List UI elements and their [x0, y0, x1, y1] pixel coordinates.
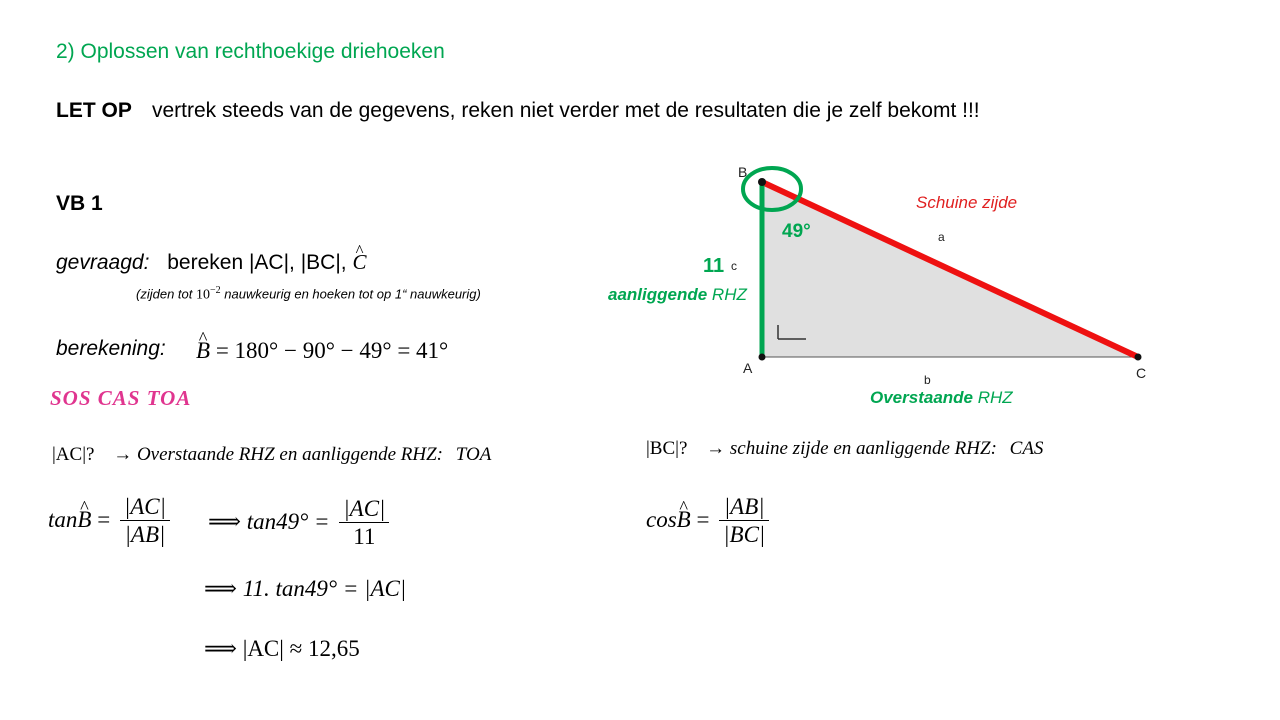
adjacent-label-bold: aanliggende — [608, 285, 708, 304]
asked-angle: ^ C — [353, 250, 367, 275]
right-eq1-lhs: cos — [646, 506, 677, 532]
vertex-c-point — [1135, 354, 1142, 361]
opposite-label-bold: Overstaande — [870, 388, 973, 407]
left-eq2 — [208, 496, 393, 551]
left-question-line — [52, 444, 491, 466]
left-eq4: ⟹ |AC| ≈ 12,65 — [204, 636, 360, 661]
angle-value: 49° — [782, 221, 811, 242]
vertex-c-label: C — [1136, 365, 1147, 381]
left-eq3: ⟹ 11. tan49° = |AC| — [204, 576, 407, 601]
left-eq1: tan^ B = $\frac{|AC|}{|AB|}$ — [48, 494, 174, 549]
example-label: VB 1 — [56, 192, 103, 215]
vertex-b-label: B — [738, 164, 748, 180]
left-eq2-numerator: |AC| — [339, 496, 389, 523]
mnemonic: SOS CAS TOA — [50, 386, 192, 410]
vertex-a-label: A — [743, 360, 753, 376]
calculation-formula — [196, 338, 448, 364]
warning-text: vertrek steeds van de gegevens, reken niet verder met de resultaten die je zelf bekomt !!! — [152, 99, 980, 122]
left-eq1-angle: ^ B — [77, 507, 91, 533]
precision-exp: −2 — [210, 285, 221, 296]
left-reason: → Overstaande RHZ en aanliggende RHZ: — [113, 444, 443, 465]
right-eq1: cos^ B = $\frac{|AB|}{|BC|}$ — [646, 494, 773, 549]
side-a-label: a — [938, 230, 945, 244]
left-eq1-fraction — [120, 494, 170, 549]
opposite-label-rest: RHZ — [977, 388, 1013, 407]
vertex-b-point — [758, 178, 766, 186]
adjacent-label-rest: RHZ — [711, 285, 747, 304]
right-eq1-denominator: |BC| — [723, 522, 766, 548]
right-eq1-fraction — [719, 494, 769, 549]
asked-label: gevraagd: — [56, 251, 150, 274]
left-eq2-fraction — [339, 496, 389, 551]
right-eq1-numerator: |AB| — [719, 494, 769, 521]
precision-after: nauwkeurig en hoeken tot op 1“ nauwkeurig) — [224, 286, 481, 302]
side-b-label: b — [924, 373, 931, 387]
right-rule: CAS — [1009, 438, 1044, 459]
right-question: |BC|? — [646, 438, 688, 459]
asked-line — [56, 250, 367, 275]
adjacent-label — [608, 285, 747, 304]
asked-text: bereken |AC|, |BC|, — [167, 251, 347, 274]
precision-base: 10 — [196, 287, 210, 303]
vertex-a-point — [759, 354, 766, 361]
left-eq2-denominator: 11 — [353, 524, 376, 550]
left-question: |AC|? — [52, 444, 95, 465]
left-eq2-lhs: ⟹ tan49° = — [208, 508, 330, 534]
right-eq1-angle: ^ B — [677, 507, 691, 533]
precision-note — [136, 285, 481, 303]
side-value: 11 — [703, 255, 725, 277]
hypotenuse-label: Schuine zijde — [916, 193, 1018, 212]
left-eq1-denominator: |AB| — [124, 522, 166, 548]
left-eq1-lhs: tan — [48, 506, 78, 532]
warning-label: LET OP — [56, 99, 132, 122]
right-question-line — [646, 438, 1043, 460]
precision-before: (zijden tot — [136, 286, 193, 302]
triangle-figure — [590, 155, 1170, 415]
left-eq1-numerator: |AC| — [120, 494, 170, 521]
calculation-expression: = 180° − 90° − 49° = 41° — [215, 338, 449, 363]
calculation-label: berekening: — [56, 337, 166, 360]
left-rule: TOA — [455, 444, 492, 465]
side-c-label: c — [731, 259, 737, 273]
right-reason: → schuine zijde en aanliggende RHZ: — [706, 438, 997, 459]
page-title: 2) Oplossen van rechthoekige driehoeken — [56, 40, 445, 63]
opposite-label — [870, 388, 1013, 407]
calculation-angle: ^ B — [196, 338, 210, 364]
